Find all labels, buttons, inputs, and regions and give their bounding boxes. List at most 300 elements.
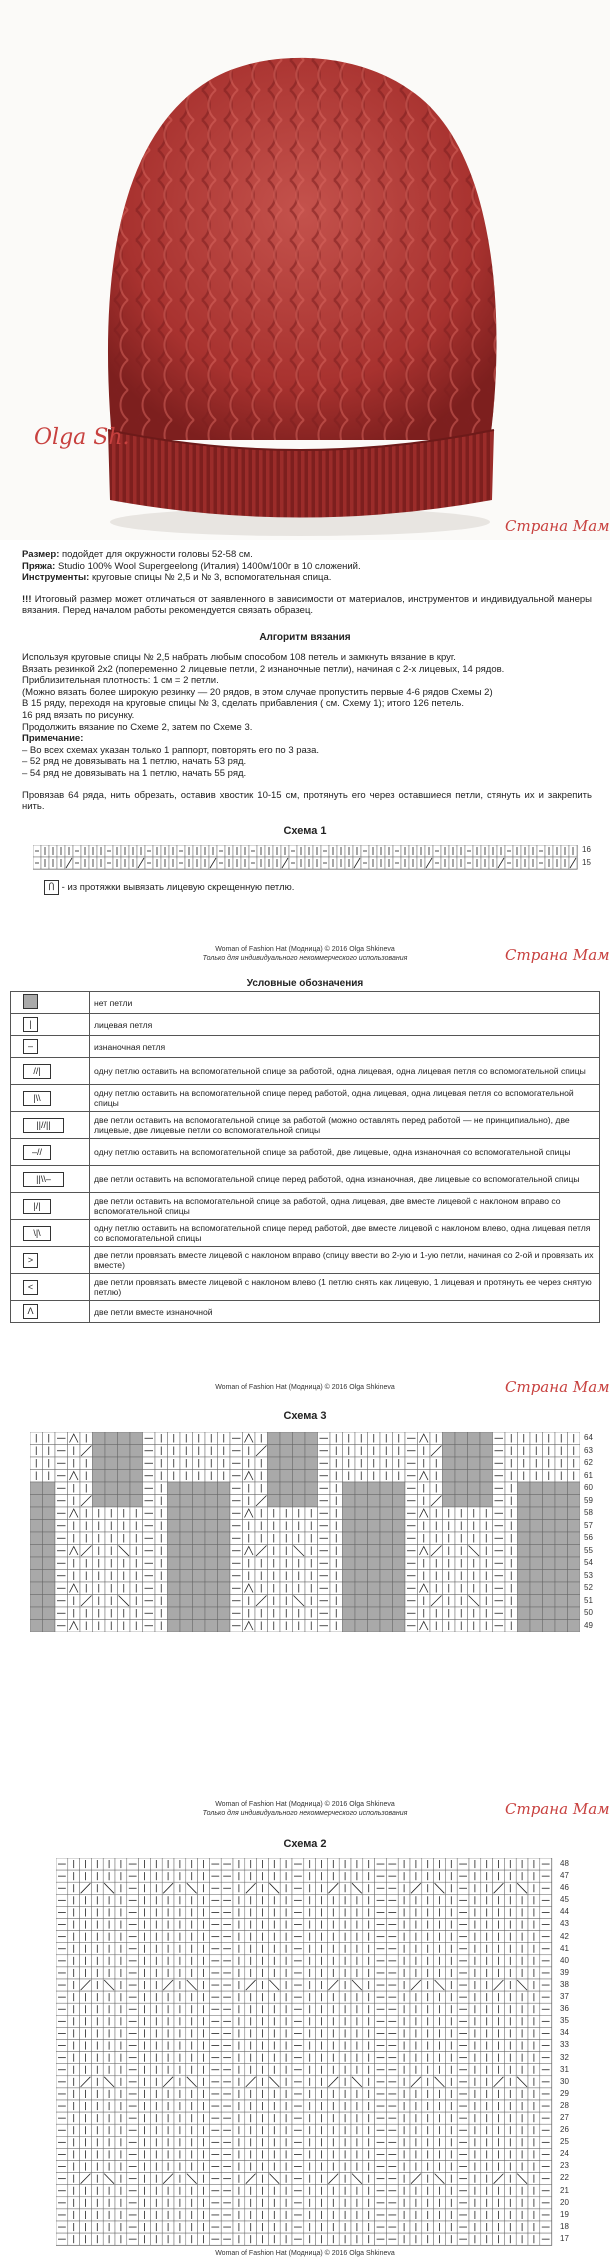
no-stitch-cell (393, 1507, 406, 1520)
no-stitch-cell (193, 1620, 206, 1633)
stitch-symbol-icon (23, 994, 38, 1009)
no-stitch-cell (568, 1570, 581, 1583)
no-stitch-cell (93, 1432, 106, 1445)
no-stitch-cell (305, 1432, 318, 1445)
no-stitch-cell (168, 1532, 181, 1545)
no-stitch-cell (218, 1507, 231, 1520)
no-stitch-cell (193, 1545, 206, 1558)
no-stitch-cell (543, 1495, 556, 1508)
stitch-symbol-icon: ||\\– (23, 1172, 64, 1187)
no-stitch-cell (555, 1595, 568, 1608)
no-stitch-cell (168, 1570, 181, 1583)
no-stitch-cell (518, 1595, 531, 1608)
algorithm-line: Приблизительная плотность: 1 см = 2 петли. (22, 675, 219, 687)
no-stitch-cell (180, 1507, 193, 1520)
no-stitch-cell (530, 1520, 543, 1533)
no-stitch-cell (380, 1532, 393, 1545)
no-stitch-cell (530, 1507, 543, 1520)
no-stitch-cell (118, 1432, 131, 1445)
legend-symbol-cell (11, 1247, 90, 1274)
no-stitch-cell (380, 1570, 393, 1583)
no-stitch-cell (193, 1532, 206, 1545)
hat-photo (0, 0, 610, 540)
scheme3-chart (30, 1432, 580, 1632)
row-number: 49 (584, 1620, 593, 1630)
no-stitch-cell (105, 1470, 118, 1483)
row-number: 52 (584, 1583, 593, 1592)
no-stitch-cell (168, 1482, 181, 1495)
no-stitch-cell (93, 1445, 106, 1458)
row-number: 47 (560, 1871, 569, 1881)
no-stitch-cell (543, 1507, 556, 1520)
no-stitch-cell (118, 1482, 131, 1495)
legend-symbol-cell (11, 1112, 90, 1139)
legend-description: одну петлю оставить на вспомогательной спице за работой, две лицевые, одна изнаночная со вспомогательной спицы (90, 1139, 600, 1166)
no-stitch-cell (368, 1545, 381, 1558)
no-stitch-cell (205, 1495, 218, 1508)
no-stitch-cell (168, 1545, 181, 1558)
no-stitch-cell (193, 1495, 206, 1508)
no-stitch-cell (43, 1595, 56, 1608)
no-stitch-cell (105, 1457, 118, 1470)
no-stitch-cell (355, 1520, 368, 1533)
no-stitch-cell (393, 1620, 406, 1633)
no-stitch-cell (355, 1557, 368, 1570)
algorithm-line: 16 ряд вязать по рисунку. (22, 709, 135, 721)
no-stitch-cell (355, 1482, 368, 1495)
row-number: 18 (560, 2221, 569, 2231)
row-number: 21 (560, 2185, 569, 2195)
no-stitch-cell (518, 1545, 531, 1558)
row-number: 45 (560, 1895, 569, 1905)
no-stitch-cell (393, 1570, 406, 1583)
no-stitch-cell (193, 1607, 206, 1620)
no-stitch-cell (555, 1557, 568, 1570)
row-number: 58 (584, 1508, 593, 1517)
legend-description: две петли оставить на вспомогательной спице за работой, одна лицевая, две вместе лицевой с наклоном вправо со вспомогательной спицы (90, 1193, 600, 1220)
knitted-hat-image (0, 0, 610, 540)
watermark: Страна Мам (505, 946, 610, 964)
legend-row (11, 992, 600, 1014)
row-number: 59 (584, 1495, 593, 1505)
no-stitch-cell (343, 1557, 356, 1570)
no-stitch-cell (555, 1582, 568, 1595)
no-stitch-cell (205, 1570, 218, 1583)
no-stitch-cell (293, 1457, 306, 1470)
no-stitch-cell (43, 1482, 56, 1495)
no-stitch-cell (543, 1570, 556, 1583)
no-stitch-cell (268, 1432, 281, 1445)
no-stitch-cell (218, 1482, 231, 1495)
warning-mark: !!! (22, 593, 32, 605)
scheme1-legend-text: - из протяжки вывязать лицевую скрещенную петлю. (61, 882, 295, 893)
yarn-text: Studio 100% Wool Supergeelong (Италия) 1400м/100г в 10 сложений. (58, 560, 361, 572)
no-stitch-cell (518, 1520, 531, 1533)
no-stitch-cell (168, 1582, 181, 1595)
watermark: Страна Мам (505, 1800, 610, 1818)
row-number: 23 (560, 2161, 569, 2171)
no-stitch-cell (380, 1507, 393, 1520)
no-stitch-cell (93, 1457, 106, 1470)
usage-note: Только для индивидуального некоммерческого использования (202, 955, 408, 962)
note-label: Примечание: (22, 733, 84, 745)
row-number: 19 (560, 2209, 569, 2219)
no-stitch-cell (343, 1482, 356, 1495)
row-number: 48 (560, 1859, 569, 1868)
legend-symbol-cell (11, 1301, 90, 1323)
legend-title: Условные обозначения (246, 978, 364, 989)
no-stitch-cell (180, 1570, 193, 1583)
row-number: 26 (560, 2125, 569, 2135)
no-stitch-cell (93, 1495, 106, 1508)
no-stitch-cell (43, 1545, 56, 1558)
no-stitch-cell (193, 1482, 206, 1495)
no-stitch-cell (380, 1607, 393, 1620)
no-stitch-cell (518, 1495, 531, 1508)
row-number: 36 (560, 2004, 569, 2014)
no-stitch-cell (118, 1495, 131, 1508)
no-stitch-cell (168, 1557, 181, 1570)
no-stitch-cell (530, 1557, 543, 1570)
no-stitch-cell (518, 1557, 531, 1570)
no-stitch-cell (555, 1620, 568, 1633)
scheme1-row-16: 16 (582, 845, 591, 854)
no-stitch-cell (568, 1482, 581, 1495)
no-stitch-cell (468, 1495, 481, 1508)
row-number: 56 (584, 1533, 593, 1542)
usage-note: Только для индивидуального некоммерческого использования (202, 1810, 408, 1817)
no-stitch-cell (468, 1470, 481, 1483)
row-number: 25 (560, 2137, 569, 2147)
row-number: 35 (560, 2016, 569, 2026)
row-number: 32 (560, 2052, 569, 2062)
no-stitch-cell (280, 1457, 293, 1470)
twisted-stitch-icon: Ⴖ (44, 880, 59, 895)
scheme1-grid (33, 845, 578, 871)
no-stitch-cell (43, 1495, 56, 1508)
no-stitch-cell (568, 1507, 581, 1520)
no-stitch-cell (355, 1582, 368, 1595)
no-stitch-cell (555, 1545, 568, 1558)
note-item: – 52 ряд не довязывать на 1 петлю, начать 53 ряд. (22, 756, 247, 768)
no-stitch-cell (280, 1445, 293, 1458)
legend-description: две петли оставить на вспомогательной спице за работой (можно оставлять перед работой — не принципиально), две лицевые, две лицевые петли со вспомогательной спицы (90, 1112, 600, 1139)
legend-row (11, 1220, 600, 1247)
no-stitch-cell (343, 1545, 356, 1558)
no-stitch-cell (455, 1445, 468, 1458)
copyright: Woman of Fashion Hat (Модница) © 2016 Olga Shkineva (215, 946, 395, 953)
scheme2-row-numbers (560, 1858, 580, 2245)
no-stitch-cell (530, 1570, 543, 1583)
legend-description: две петли вместе изнаночной (90, 1301, 600, 1323)
legend-symbol-cell (11, 1274, 90, 1301)
scheme1-chart (33, 845, 578, 871)
legend-symbol-cell (11, 1058, 90, 1085)
no-stitch-cell (380, 1620, 393, 1633)
no-stitch-cell (368, 1520, 381, 1533)
no-stitch-cell (180, 1607, 193, 1620)
finish-text: Провязав 64 ряда, нить обрезать, оставив хвостик 10-15 см, протянуть его через оставшиеся петли, стянуть их и закрепить нить. (22, 789, 592, 813)
size-text: подойдет для окружности головы 52-58 см. (62, 549, 253, 560)
no-stitch-cell (43, 1557, 56, 1570)
legend-symbol-cell (11, 1193, 90, 1220)
no-stitch-cell (218, 1532, 231, 1545)
no-stitch-cell (105, 1445, 118, 1458)
no-stitch-cell (180, 1545, 193, 1558)
copyright: Woman of Fashion Hat (Модница) © 2016 Olga Shkineva (215, 1384, 395, 1391)
no-stitch-cell (393, 1595, 406, 1608)
row-number: 50 (584, 1608, 593, 1617)
no-stitch-cell (43, 1620, 56, 1633)
no-stitch-cell (218, 1595, 231, 1608)
no-stitch-cell (130, 1470, 143, 1483)
row-number: 28 (560, 2100, 569, 2110)
scheme2-chart (56, 1858, 556, 2248)
no-stitch-cell (380, 1582, 393, 1595)
no-stitch-cell (268, 1445, 281, 1458)
no-stitch-cell (518, 1607, 531, 1620)
no-stitch-cell (43, 1520, 56, 1533)
no-stitch-cell (205, 1582, 218, 1595)
no-stitch-cell (168, 1520, 181, 1533)
no-stitch-cell (30, 1495, 43, 1508)
no-stitch-cell (205, 1520, 218, 1533)
no-stitch-cell (168, 1507, 181, 1520)
scheme2-grid (56, 1858, 556, 2248)
algorithm-line: Вязать резинкой 2х2 (попеременно 2 лицевые петли, 2 изнаночные петли), начиная с 2-х лицевых, 14 рядов. (22, 663, 505, 675)
no-stitch-cell (205, 1557, 218, 1570)
stitch-symbol-icon: ||//|| (23, 1118, 64, 1133)
yarn-label: Пряжа: (22, 560, 56, 572)
no-stitch-cell (30, 1595, 43, 1608)
row-number: 39 (560, 1967, 569, 1977)
no-stitch-cell (193, 1570, 206, 1583)
no-stitch-cell (393, 1495, 406, 1508)
legend-row (11, 1085, 600, 1112)
no-stitch-cell (343, 1520, 356, 1533)
no-stitch-cell (355, 1595, 368, 1608)
no-stitch-cell (368, 1582, 381, 1595)
no-stitch-cell (455, 1482, 468, 1495)
no-stitch-cell (193, 1520, 206, 1533)
no-stitch-cell (555, 1495, 568, 1508)
row-number: 20 (560, 2197, 569, 2207)
no-stitch-cell (368, 1482, 381, 1495)
no-stitch-cell (180, 1520, 193, 1533)
no-stitch-cell (30, 1520, 43, 1533)
stitch-symbol-icon: – (23, 1039, 38, 1054)
no-stitch-cell (118, 1470, 131, 1483)
no-stitch-cell (293, 1445, 306, 1458)
row-number: 41 (560, 1943, 569, 1953)
no-stitch-cell (118, 1445, 131, 1458)
no-stitch-cell (468, 1482, 481, 1495)
no-stitch-cell (480, 1432, 493, 1445)
no-stitch-cell (555, 1482, 568, 1495)
no-stitch-cell (368, 1620, 381, 1633)
no-stitch-cell (193, 1582, 206, 1595)
no-stitch-cell (30, 1545, 43, 1558)
no-stitch-cell (218, 1520, 231, 1533)
no-stitch-cell (368, 1595, 381, 1608)
no-stitch-cell (30, 1482, 43, 1495)
scheme3-title: Схема 3 (283, 1410, 327, 1422)
no-stitch-cell (355, 1607, 368, 1620)
legend-symbol-cell (11, 1139, 90, 1166)
row-number: 53 (584, 1570, 593, 1580)
no-stitch-cell (355, 1507, 368, 1520)
no-stitch-cell (180, 1582, 193, 1595)
no-stitch-cell (93, 1470, 106, 1483)
no-stitch-cell (280, 1432, 293, 1445)
no-stitch-cell (355, 1570, 368, 1583)
no-stitch-cell (43, 1532, 56, 1545)
no-stitch-cell (518, 1507, 531, 1520)
no-stitch-cell (93, 1482, 106, 1495)
no-stitch-cell (530, 1532, 543, 1545)
row-number: 38 (560, 1979, 569, 1989)
no-stitch-cell (568, 1582, 581, 1595)
no-stitch-cell (105, 1432, 118, 1445)
stitch-symbol-icon: \|\ (23, 1226, 51, 1241)
no-stitch-cell (305, 1457, 318, 1470)
no-stitch-cell (218, 1582, 231, 1595)
no-stitch-cell (393, 1582, 406, 1595)
no-stitch-cell (205, 1607, 218, 1620)
scheme1-title: Схема 1 (283, 825, 327, 837)
legend-row (11, 1036, 600, 1058)
no-stitch-cell (543, 1482, 556, 1495)
no-stitch-cell (393, 1607, 406, 1620)
no-stitch-cell (380, 1557, 393, 1570)
no-stitch-cell (130, 1495, 143, 1508)
legend-symbol-cell (11, 1014, 90, 1036)
no-stitch-cell (555, 1520, 568, 1533)
no-stitch-cell (455, 1432, 468, 1445)
row-number: 44 (560, 1907, 569, 1917)
no-stitch-cell (468, 1445, 481, 1458)
no-stitch-cell (280, 1495, 293, 1508)
no-stitch-cell (30, 1620, 43, 1633)
pattern-info (22, 549, 592, 617)
algorithm-line: Используя круговые спицы № 2,5 набрать любым способом 108 петель и замкнуть вязание в круг. (22, 652, 456, 663)
no-stitch-cell (130, 1432, 143, 1445)
no-stitch-cell (568, 1557, 581, 1570)
no-stitch-cell (268, 1470, 281, 1483)
no-stitch-cell (480, 1457, 493, 1470)
algorithm-title: Алгоритм вязания (259, 632, 351, 643)
no-stitch-cell (393, 1557, 406, 1570)
no-stitch-cell (380, 1520, 393, 1533)
no-stitch-cell (530, 1620, 543, 1633)
legend-row (11, 1274, 600, 1301)
no-stitch-cell (280, 1470, 293, 1483)
no-stitch-cell (518, 1620, 531, 1633)
no-stitch-cell (343, 1607, 356, 1620)
no-stitch-cell (368, 1557, 381, 1570)
no-stitch-cell (480, 1445, 493, 1458)
no-stitch-cell (43, 1582, 56, 1595)
row-number: 33 (560, 2040, 569, 2050)
no-stitch-cell (193, 1507, 206, 1520)
no-stitch-cell (268, 1482, 281, 1495)
stitch-symbol-icon: < (23, 1280, 38, 1295)
no-stitch-cell (355, 1620, 368, 1633)
row-number: 27 (560, 2112, 569, 2122)
no-stitch-cell (130, 1482, 143, 1495)
no-stitch-cell (130, 1445, 143, 1458)
no-stitch-cell (568, 1532, 581, 1545)
no-stitch-cell (530, 1595, 543, 1608)
no-stitch-cell (568, 1520, 581, 1533)
no-stitch-cell (168, 1595, 181, 1608)
no-stitch-cell (393, 1520, 406, 1533)
legend-description: одну петлю оставить на вспомогательной спице за работой, одна лицевая, одна лицевая петля со вспомогательной спицы (90, 1058, 600, 1085)
stitch-symbol-icon: | (23, 1017, 38, 1032)
legend-row (11, 1058, 600, 1085)
legend-row (11, 1112, 600, 1139)
no-stitch-cell (568, 1607, 581, 1620)
no-stitch-cell (543, 1607, 556, 1620)
no-stitch-cell (180, 1620, 193, 1633)
no-stitch-cell (568, 1545, 581, 1558)
no-stitch-cell (443, 1457, 456, 1470)
legend-symbol-cell (11, 1166, 90, 1193)
row-number: 37 (560, 1992, 569, 2002)
no-stitch-cell (118, 1457, 131, 1470)
no-stitch-cell (455, 1495, 468, 1508)
stitch-symbol-icon: |/| (23, 1199, 51, 1214)
legend-row (11, 1193, 600, 1220)
legend-row (11, 1247, 600, 1274)
stitch-symbol-icon: Λ (23, 1304, 38, 1319)
algorithm-line: В 15 ряду, переходя на круговые спицы № 3, сделать прибавления ( см. Схему 1); итого 126 петель. (22, 698, 464, 710)
no-stitch-cell (30, 1557, 43, 1570)
no-stitch-cell (218, 1545, 231, 1558)
row-number: 54 (584, 1558, 593, 1567)
no-stitch-cell (480, 1495, 493, 1508)
no-stitch-cell (455, 1457, 468, 1470)
row-number: 55 (584, 1545, 593, 1555)
no-stitch-cell (168, 1495, 181, 1508)
no-stitch-cell (30, 1582, 43, 1595)
no-stitch-cell (368, 1507, 381, 1520)
legend-symbol-cell (11, 1085, 90, 1112)
row-number: 63 (584, 1445, 593, 1455)
no-stitch-cell (293, 1432, 306, 1445)
row-number: 51 (584, 1595, 593, 1605)
row-number: 62 (584, 1458, 593, 1467)
no-stitch-cell (455, 1470, 468, 1483)
legend-description: лицевая петля (90, 1014, 600, 1036)
legend-row (11, 1166, 600, 1193)
no-stitch-cell (480, 1482, 493, 1495)
legend-symbol-cell (11, 1220, 90, 1247)
no-stitch-cell (568, 1595, 581, 1608)
row-number: 34 (560, 2028, 569, 2038)
no-stitch-cell (180, 1557, 193, 1570)
no-stitch-cell (205, 1620, 218, 1633)
no-stitch-cell (218, 1620, 231, 1633)
no-stitch-cell (368, 1570, 381, 1583)
watermark: Страна Мам (505, 517, 610, 535)
no-stitch-cell (280, 1482, 293, 1495)
no-stitch-cell (343, 1582, 356, 1595)
row-number: 42 (560, 1931, 569, 1941)
no-stitch-cell (568, 1620, 581, 1633)
note-item: – 54 ряд не довязывать на 1 петлю, начать 55 ряд. (22, 767, 247, 779)
no-stitch-cell (368, 1495, 381, 1508)
